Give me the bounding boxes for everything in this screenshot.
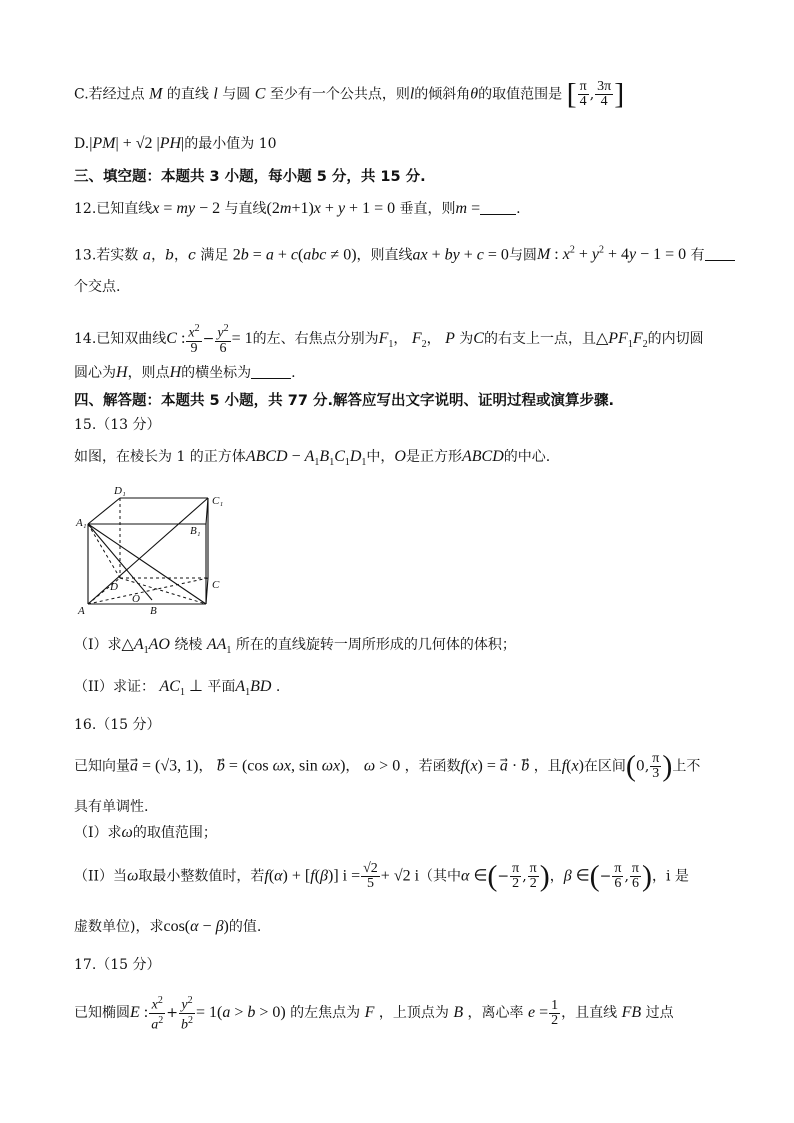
question-16-number: 16.（15 分）: [74, 717, 161, 733]
label-B: B: [150, 605, 157, 617]
question-16: 已知向量a⃗ = (√3, 1)， b⃗ = (cos ωx, sin ωx)， ω > 0 ，若函数f(x) = a⃗ · b ，且f(x)在区间(0, $\frac{\pi}{3}$ )上不: [74, 749, 701, 783]
option-d: D.|PM| + √2 |PH|的最小值为 10: [74, 135, 277, 152]
question-16-part-2: （II）当ω取最小整数值时，若f(α) + [f(β)] i = $\frac{√2}{5}$ + √2 i（其中α ∈(− $\frac{\pi}{2}$ , $\frac{\pi}{2}$ )，β ∈(− $\frac{\pi}{6}$ , $\frac{\pi}{6}$ )，i 是: [74, 859, 689, 893]
question-17: 已知椭圆E : $\frac{x^2}{a^2}$ + $\frac{y^2}{b^2}$ = 1(a > b > 0) 的左焦点为 F ，上顶点为 B ，离心率 e = $\frac{1}{2}$ ，且直线 FB 过点: [74, 995, 674, 1033]
label-A1: A₁: [76, 517, 87, 529]
question-15-part-2: （II）求证： $AC_1$ ⊥ 平面$A_1BD$ .: [74, 678, 281, 699]
question-14-cont: 圆心为H，则点H的横坐标为 .: [74, 364, 296, 381]
label-D: D: [110, 581, 118, 593]
label-C: C: [212, 579, 220, 591]
question-14: 14.已知双曲线C : $\frac{x^2}{9}$ − $\frac{y^2}{6}$ = 1的左、右焦点分别为$F_1$， $F_2$， P 为C的右支上一点，且$\triangle PF_1F_2$的内切圆: [74, 323, 704, 356]
question-15-part-1: （I）求$\triangle A_1AO$ 绕棱 $AA_1$ 所在的直线旋转一周所形成的几何体的体积；: [74, 636, 516, 657]
label-O: O: [132, 593, 140, 605]
label-D1: D₁: [114, 485, 126, 497]
question-15-number: 15.（13 分）: [74, 417, 161, 433]
question-17-number: 17.（15 分）: [74, 957, 161, 973]
question-13-cont: 个交点.: [74, 279, 121, 295]
label-C1: C₁: [212, 495, 224, 507]
section-3-heading: 三、填空题：本题共 3 小题，每小题 5 分，共 15 分.: [74, 169, 426, 185]
question-15: 如图，在棱长为 1 的正方体ABCD − $A_1B_1C_1D_1$中，O是正方形ABCD的中心.: [74, 448, 551, 469]
label-B1: B₁: [190, 525, 201, 537]
label-A: A: [78, 605, 85, 617]
option-c: C.若经过点 M 的直线 l 与圆 C 至少有一个公共点，则l的倾斜角θ的取值范围是 [ $\frac{\pi}{4}$ , $\frac{3\pi}{4}$ ]: [74, 77, 625, 111]
question-13: 13.若实数 a，b，c 满足 2b = a + c(abc ≠ 0)，则直线ax + by + c = 0与圆M : $x^2 + y^2 + 4y - 1 = 0$ 有: [74, 240, 734, 266]
question-16-part-1: （I）求ω的取值范围；: [74, 824, 217, 841]
question-16-cont: 具有单调性.: [74, 799, 149, 815]
question-12: 12.已知直线x = my − 2 与直线(2m+1)x + y + 1 = 0 垂直，则m = .: [74, 200, 521, 217]
cube-figure: [74, 480, 234, 620]
section-4-heading: 四、解答题：本题共 5 小题，共 77 分.解答应写出文字说明、证明过程或演算步骤.: [74, 393, 614, 409]
question-16-part-2-cont: 虚数单位)，求cos(α − β)的值.: [74, 918, 262, 935]
